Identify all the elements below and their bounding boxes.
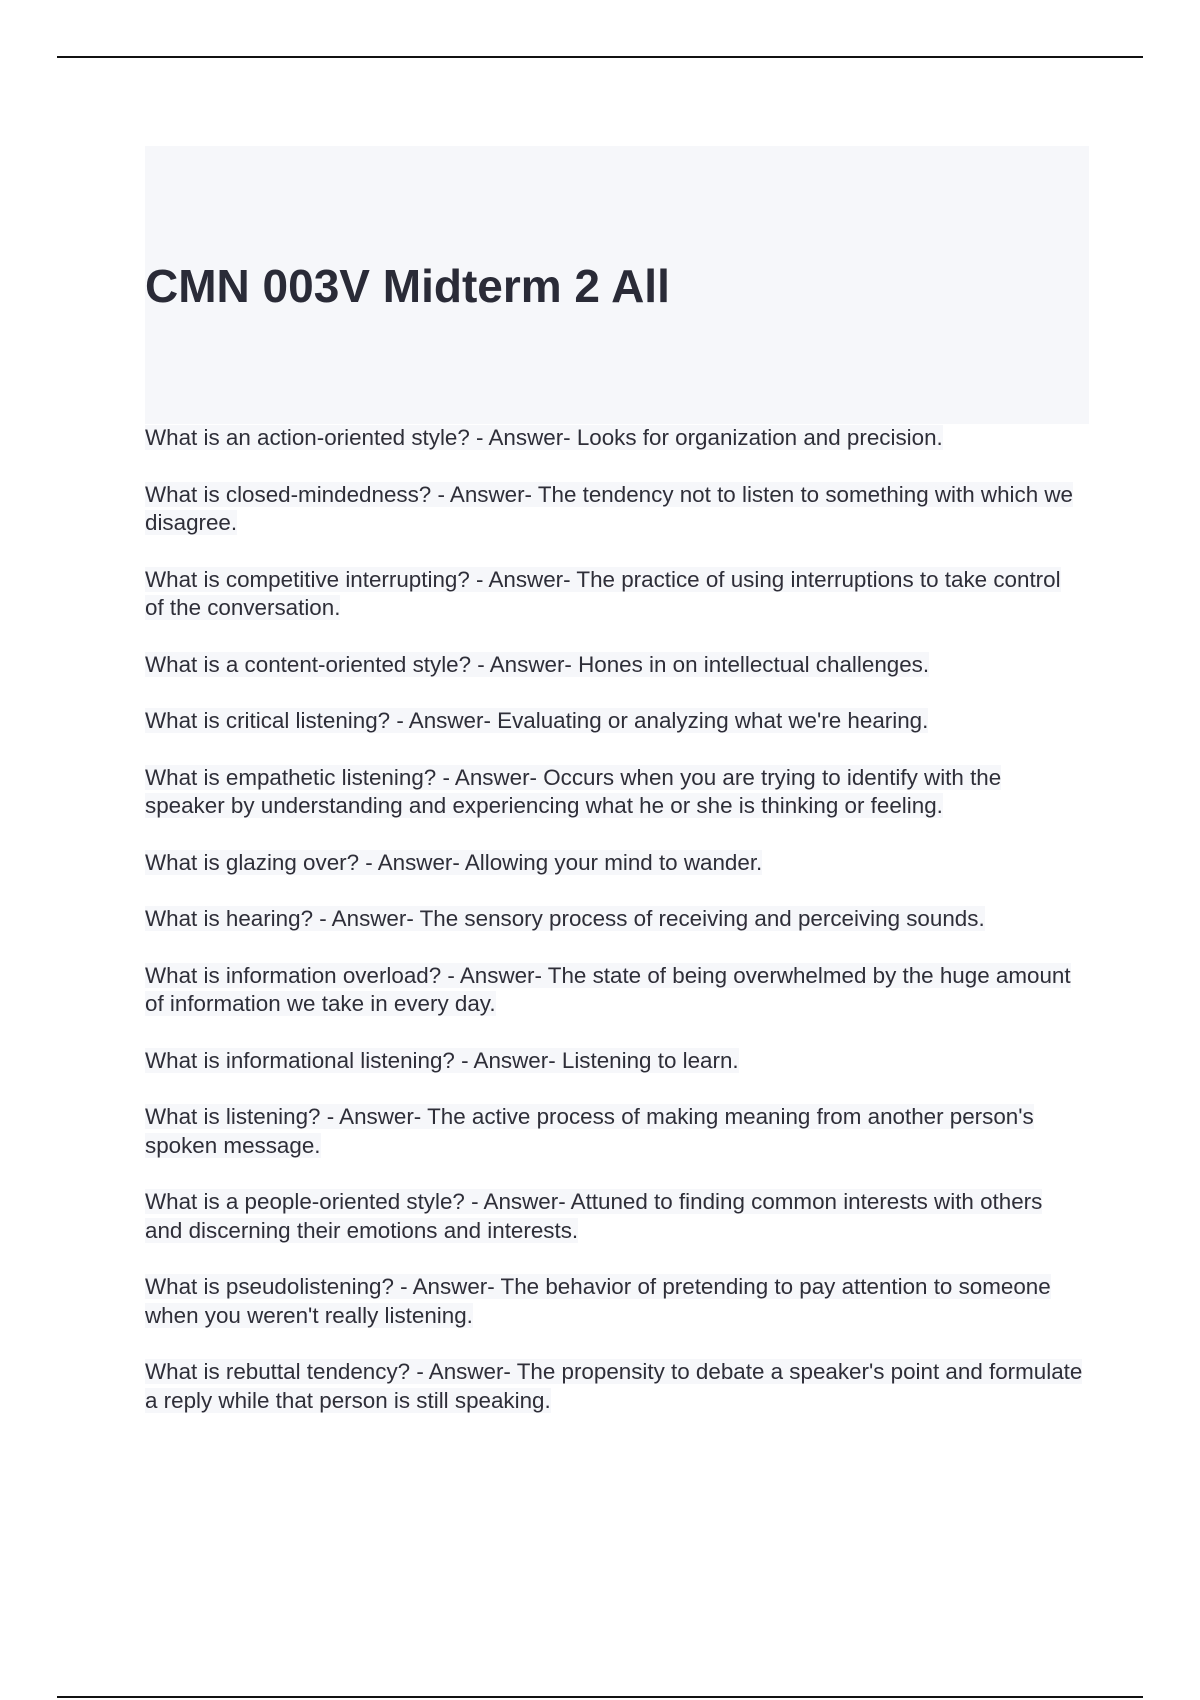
qa-text: What is information overload? - Answer- The state of being overwhelmed by the huge amount of information we take in every day. [145, 962, 1071, 1016]
qa-item [145, 1358, 1085, 1415]
qa-text: What is competitive interrupting? - Answer- The practice of using interruptions to take control of the conversation. [145, 566, 1061, 620]
qa-text: What is critical listening? - Answer- Evaluating or analyzing what we're hearing. [145, 708, 929, 733]
qa-item [145, 905, 1085, 934]
qa-text: What is glazing over? - Answer- Allowing your mind to wander. [145, 849, 763, 875]
qa-item [145, 1188, 1085, 1245]
qa-text: What is rebuttal tendency? - Answer- The propensity to debate a speaker's point and formulate a reply while that person is still speaking. [145, 1359, 1083, 1413]
qa-item [145, 424, 1085, 453]
qa-list [145, 424, 1085, 1443]
qa-item [145, 962, 1085, 1019]
qa-item [145, 1103, 1085, 1160]
top-divider [57, 56, 1143, 58]
qa-text: What is informational listening? - Answer- Listening to learn. [145, 1047, 739, 1073]
qa-text: What is a people-oriented style? - Answer- Attuned to finding common interests with others and discerning their emotions and interests. [145, 1189, 1043, 1243]
qa-item [145, 849, 1085, 878]
qa-text: What is hearing? - Answer- The sensory process of receiving and perceiving sounds. [145, 906, 985, 931]
qa-item [145, 566, 1085, 623]
page-title: CMN 003V Midterm 2 All [145, 260, 670, 312]
qa-item [145, 1273, 1085, 1330]
qa-text: What is listening? - Answer- The active process of making meaning from another person's spoken message. [145, 1104, 1034, 1158]
qa-item [145, 651, 1085, 680]
bottom-divider [57, 1696, 1143, 1698]
qa-item [145, 764, 1085, 821]
qa-text: What is closed-mindedness? - Answer- The tendency not to listen to something with which we disagree. [145, 481, 1074, 535]
qa-text: What is an action-oriented style? - Answer- Looks for organization and precision. [145, 425, 943, 450]
qa-text: What is a content-oriented style? - Answer- Hones in on intellectual challenges. [145, 651, 930, 677]
qa-text: What is pseudolistening? - Answer- The behavior of pretending to pay attention to someone when you weren't really listening. [145, 1274, 1051, 1328]
qa-item [145, 707, 1085, 736]
qa-item [145, 1047, 1085, 1076]
qa-text: What is empathetic listening? - Answer- Occurs when you are trying to identify with the speaker by understanding and experiencing what he or she is thinking or feeling. [145, 764, 1002, 818]
qa-item [145, 481, 1085, 538]
